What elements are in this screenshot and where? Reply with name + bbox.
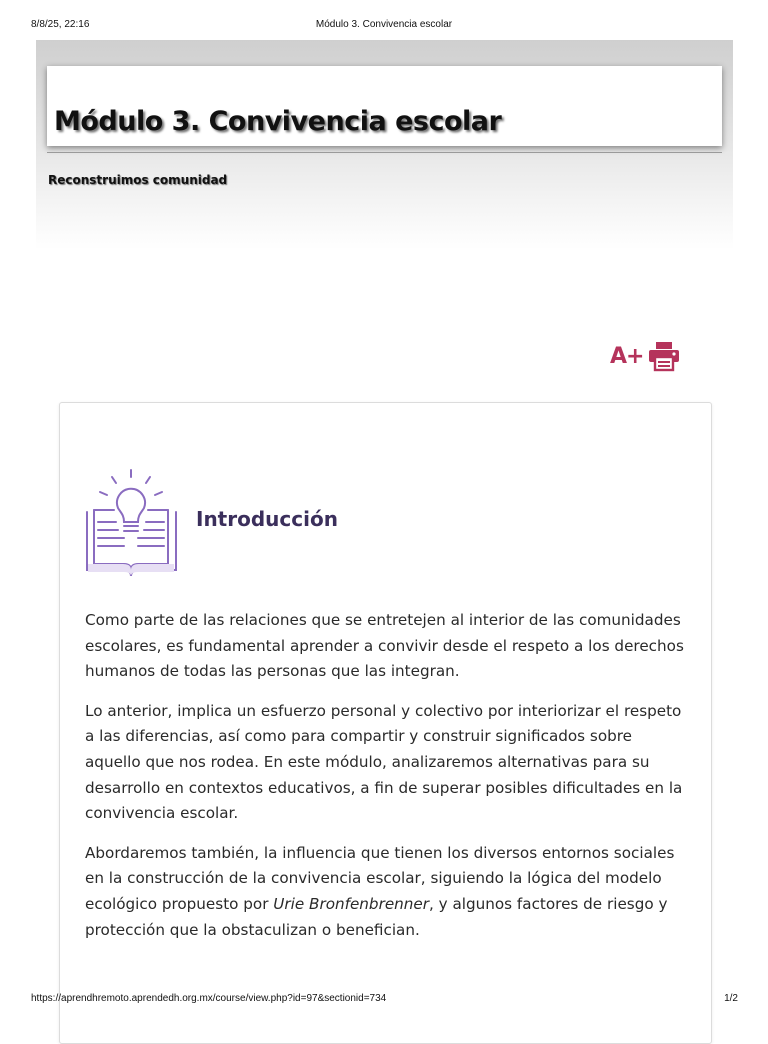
lightbulb-book-icon [84,468,179,578]
page-subtitle: Reconstruimos comunidad [48,173,228,187]
print-datetime: 8/8/25, 22:16 [31,19,90,30]
section-heading: Introducción [196,507,338,531]
paragraph: Como parte de las relaciones que se entretejen al interior de las comunidades escolares, es fundamental aprender a convivir desde el respeto a los derechos humanos de todas las personas que las integran. [85,611,684,681]
print-header [0,19,768,33]
print-page-number: 1/2 [724,993,738,1004]
paragraph-text: , y algunos factores de riesgo y protección que la obstaculizan o benefician. [85,894,668,939]
print-url: https://aprendhremoto.aprendedh.org.mx/course/view.php?id=97&sectionid=734 [31,993,387,1004]
title-divider [47,152,722,153]
section-content [85,608,685,957]
author-name: Urie Bronfenbrenner [273,894,429,913]
paragraph [85,841,685,943]
paragraph: Lo anterior, implica un esfuerzo personal y colectivo por interiorizar el respeto a las diferencias, así como para compartir y construir significados sobre aquello que nos rodea. En este módulo, analizaremos alternativas para su desarrollo en contextos educativos, a fin de superar posibles dificultades en la convivencia escolar. [85,701,683,823]
font-size-button[interactable]: A+ [610,343,644,369]
print-footer [0,993,768,1007]
paragraph-text: Abordaremos también, la influencia que tienen los diversos entornos sociales en la construcción de la convivencia escolar, siguiendo la lógica del modelo ecológico propuesto por [85,843,675,913]
toolbar [610,340,681,372]
page-title: Módulo 3. Convivencia escolar [54,106,502,137]
print-icon[interactable] [647,340,681,372]
print-title: Módulo 3. Convivencia escolar [315,19,453,30]
